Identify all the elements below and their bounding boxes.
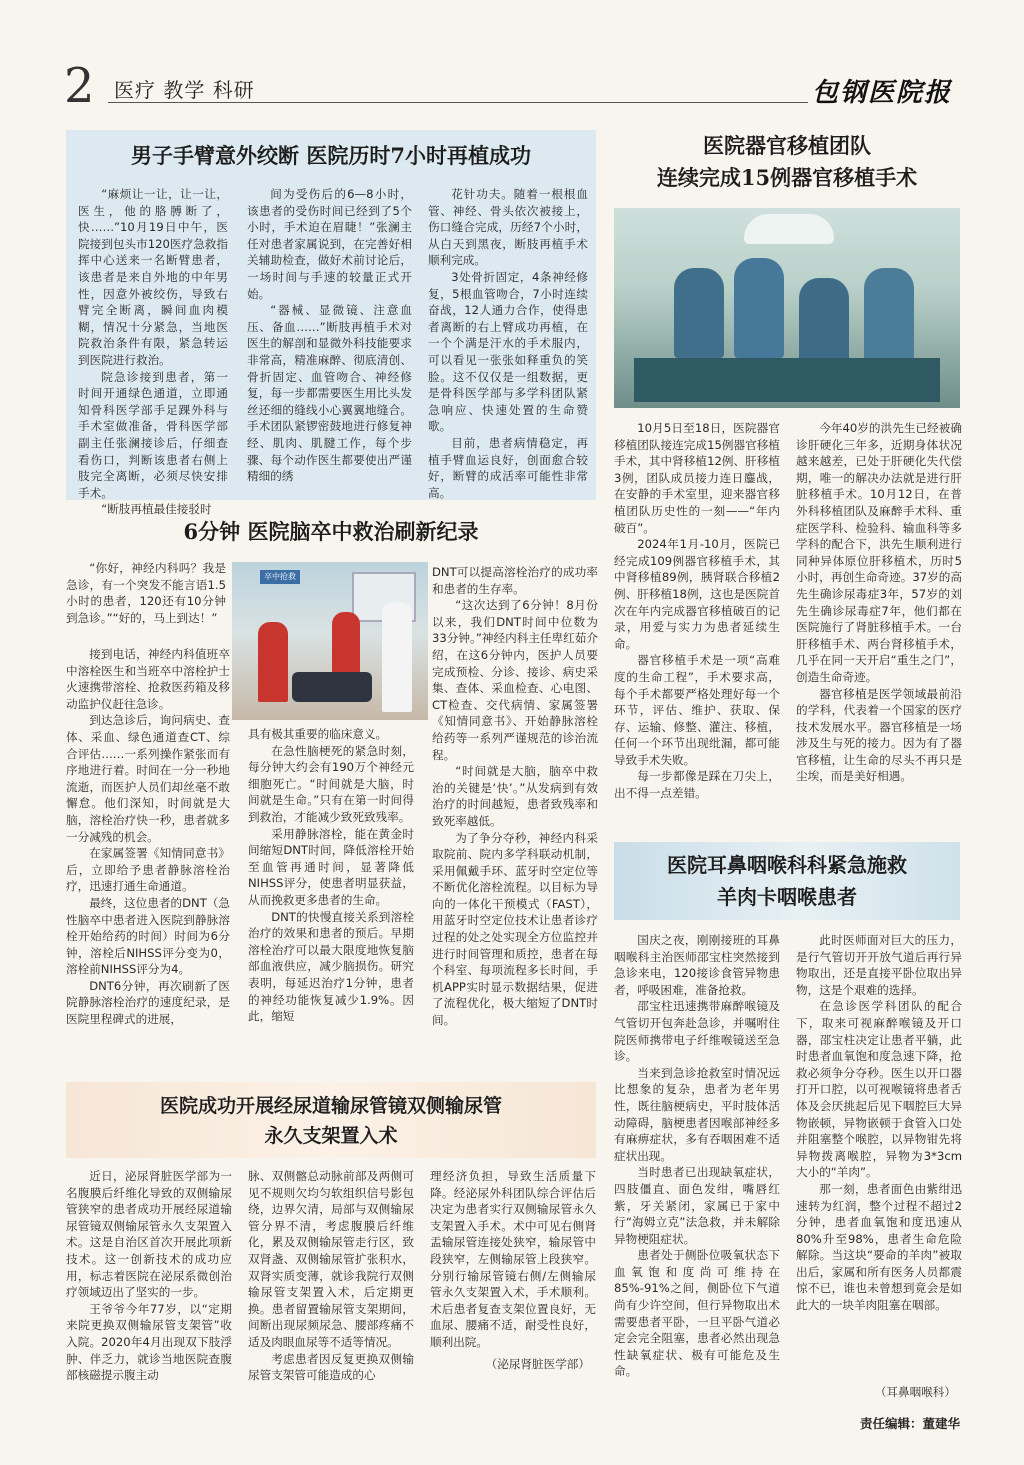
section-title: 医疗 教学 科研 <box>114 78 255 102</box>
paragraph: 此时医师面对巨大的压力，是行气管切开开放气道后再行异物取出，还是直接平卧位取出异物，这是个艰难的选择。 <box>796 933 962 997</box>
article4-col2 <box>796 420 962 830</box>
paragraph: 为了争分夺秒，神经内科采取院前、院内多学科联动机制，采用佩戴手环、蓝牙时空定位等不断优化溶栓流程。以目标为导向的一体化干预模式（FAST），用蓝牙时空定位技术让患者诊疗过程的处之处实现全方位监控并进行时间管理和质控，患者在每个科室、每项流程多长时间，手机APP实时显示数据结果，促进了流程优化，极大缩短了DNT时间。 <box>432 830 598 1028</box>
paragraph: 当时患者已出现缺氧症状，四肢僵直、面色发绀，嘴唇红紫，牙关紧闭，家属已于家中行“海姆立克”法急救，并未解除异物梗阻症状。 <box>614 1165 780 1246</box>
paragraph: 今年40岁的洪先生已经被确诊肝硬化三年多，近期身体状况越来越差，已处于肝硬化失代偿期，唯一的解决办法就是进行肝脏移植手术。10月12日，在普外科移植团队及麻醉手术科、重症医学科、检验科、输血科等多学科的配合下，洪先生顺利进行同种异体原位肝移植术，历时5小时，再创生命奇迹。37岁的高先生确诊尿毒症3年，57岁的刘先生确诊尿毒症7年，他们都在医院施行了肾脏移植手术。一台肝移植手术、两台肾移植手术，几乎在同一天开启“重生之门”，创造生命奇迹。 <box>796 421 962 684</box>
article3-col2 <box>248 1168 414 1408</box>
paragraph: “器械、显微镜、注意血压、备血……”断肢再植手术对医生的解剖和显微外科技能要求非常高，精准麻醉、彻底清创、骨折固定、血管吻合、神经修复，每一步都需要医生用比头发丝还细的缝线小心翼翼地缝合。手术团队紧锣密鼓地进行修复神经、肌肉、肌腱工作，每个步骤、每个动作医生都要使出严谨精细的绣 <box>247 303 412 484</box>
paragraph: 器官移植手术是一项“高难度的生命工程”，手术要求高，每个手术都要严格处理好每一个环节，评估、维护、获取、保存、运输、修整、灌注、移植，任何一个环节出现纰漏，都可能导致手术失败。 <box>614 653 780 767</box>
paragraph: DNT的快慢直接关系到溶栓治疗的效果和患者的预后。早期溶栓治疗可以最大限度地恢复脑部血液供应，减少脑损伤。研究表明，每延迟治疗1分钟，患者的神经功能恢复减少1.9%。因此，缩短 <box>248 909 414 1024</box>
stroke-rescue-photo <box>232 562 428 720</box>
article4-col1 <box>614 420 780 830</box>
article3-col3 <box>430 1168 596 1358</box>
paragraph: “这次达到了6分钟！8月份以来，我们DNT时间中位数为33分钟。”神经内科主任卑红茹介绍，在这6分钟内，医护人员要完成预检、分诊、接诊、病史采集、查体、采血检查、心电图、CT检查、交代病情、家属签署《知情同意书》、开始静脉溶栓给药等一系列严谨规范的诊治流程。 <box>432 598 598 762</box>
article2-col3 <box>432 564 598 1062</box>
paragraph: 那一刻，患者面色由紫绀迅速转为红润，整个过程不超过2分钟，患者血氧饱和度迅速从80%升至98%，患者生命危险解除。当这块“要命的羊肉”被取出后，家属和所有医务人员都震惊不已，谁也未曾想到竟会是如此大的一块羊肉阻塞在咽部。 <box>796 1181 962 1313</box>
paragraph: 当来到急诊抢救室时情况远比想象的复杂，患者为老年男性，既往脑梗病史，平时肢体活动障碍，脑梗患者因喉部神经多有麻痹症状，多有吞咽困难不适症状出现。 <box>614 1065 780 1163</box>
page-number: 2 <box>64 58 95 114</box>
editor-credit: 责任编辑：董建华 <box>859 1416 960 1431</box>
paragraph: 2024年1月-10月，医院已经完成109例器官移植手术，其中肾移植89例，胰肾联合移植2例、肝移植18例，这也是医院首次在年内完成器官移植破百的记录，用爱与实力为患者延续生命。 <box>614 537 780 651</box>
paragraph: 患者处于侧卧位吸氧状态下血氧饱和度尚可维持在85%-91%之间，侧卧位下气道尚有少许空间，但行异物取出术需要患者平卧，一旦平卧气道必定会完全阻塞，患者必然出现急性缺氧症状、极有可能危及生命。 <box>614 1248 780 1379</box>
photo-sign: 卒中抢救 <box>260 570 300 584</box>
paragraph: 具有极其重要的临床意义。 <box>248 727 388 741</box>
photo-instrument-table <box>634 358 940 402</box>
article5-signature: （耳鼻咽喉科） <box>874 1385 956 1399</box>
paragraph: 器官移植是医学领域最前沿的学科，代表着一个国家的医疗技术发展水平。器官移植是一场涉及生与死的接力。因为有了器官移植，让生命的尽头不再只是尘埃，而是美好相遇。 <box>796 686 962 784</box>
article3-signature: （泌尿肾脏医学部） <box>485 1357 590 1371</box>
paragraph: 脉、双侧髂总动脉前部及两侧可见不规则欠均匀软组织信号影包绕，边界欠清，局部与双侧输尿管分界不清，考虑腹膜后纤维化，累及双侧输尿管走行区，致双肾盏、双侧输尿管扩张积水，双肾实质变薄，就诊我院行双侧输尿管支架置入术，后定期更换。患者留置输尿管支架期间，间断出现尿频尿急、腰部疼痛不适及肉眼血尿等不适等情况。 <box>248 1169 414 1349</box>
paragraph: 院急诊接到患者，第一时间开通绿色通道，立即通知骨科医学部手足踝外科与手术室做准备，骨科医学部副主任张澜接诊后，仔细查看伤口，判断该患者右侧上肢完全离断，必须尽快安排手术。 <box>78 369 228 500</box>
paragraph: 最终，这位患者的DNT（急性脑卒中患者进入医院到静脉溶栓开始给药的时间）时间为6分钟，溶栓后NIHSS评分变为0，溶栓前NIHSS评分为4。 <box>66 895 230 977</box>
photo-doctor <box>382 602 412 712</box>
article1-col2 <box>247 186 412 492</box>
article5-title-line1: 医院耳鼻咽喉科科紧急施救 <box>667 853 907 877</box>
article3-title-line1: 医院成功开展经尿道输尿管镜双侧输尿管 <box>159 1095 502 1117</box>
photo-patient <box>292 672 372 702</box>
paragraph: 在急诊医学科团队的配合下，取来可视麻醉喉镜及开口器，邵宝柱决定让患者平躺，此时患者血氧饱和度急速下降，抢救必须争分夺秒。医生以开口器打开口腔，以可视喉镜将患者舌体及会厌挑起后见下咽腔巨大异物嵌顿，异物嵌顿于食管入口处并阻塞整个喉腔，以异物钳先将异物拨离喉腔，异物为3*3cm 大小的“羊肉”。 <box>796 999 962 1180</box>
paragraph: “断肢再植最佳接驳时 <box>101 502 212 517</box>
paragraph: “时间就是大脑，脑卒中救治的关键是‘快’。”从发病到有效治疗的时间越短，患者致残率和致死率越低。 <box>432 764 598 828</box>
paragraph: 在急性脑梗死的紧急时刻，每分钟大约会有190万个神经元细胞死亡。“时间就是大脑，时间就是生命。”只有在第一时间得到救治，才能减少致死致残率。 <box>248 743 414 824</box>
paragraph: 接到电话，神经内科值班卒中溶栓医生和当班卒中溶栓护士火速携带溶栓、抢救医药箱及移动监护仪赶往急诊。 <box>66 647 230 711</box>
paragraph: 理经济负担，导致生活质量下降。经泌尿外科团队综合评估后决定为患者实行双侧输尿管永久支架置入手术。术中可见右侧肾盂输尿管连接处狭窄，输尿管中段狭窄，左侧输尿管上段狭窄。分别行输尿管镜右侧/左侧输尿管永久支架置入术，手术顺利。术后患者复查支架位置良好，无血尿、腰痛不适，耐受性良好，顺利出院。 <box>430 1169 596 1349</box>
article5-col1 <box>614 932 780 1406</box>
photo-surgeon-2 <box>734 258 784 358</box>
article1-col1 <box>78 186 228 517</box>
article2-col2 <box>248 726 414 1062</box>
paragraph: 在家属签署《知情同意书》后，立即给予患者静脉溶栓治疗，迅速打通生命通道。 <box>66 846 230 894</box>
photo-nurse-left <box>258 622 288 702</box>
paragraph: 采用静脉溶栓，能在黄金时间缩短DNT时间，降低溶栓开始至血管再通时间，显著降低NIHSS评分，使患者明显获益，从而挽救更多患者的生命。 <box>248 826 414 907</box>
paragraph: 王爷爷今年77岁，以“定期来院更换双侧输尿管支架管”收入院。2020年4月出现双下肢浮肿、伴乏力，就诊当地医院查腹部核磁提示腹主动 <box>66 1301 232 1383</box>
paragraph: 目前，患者病情稳定，再植手臂血运良好，创面愈合较好，断臂的成活率可能性非常高。 <box>428 435 588 500</box>
header-rule <box>108 102 808 103</box>
photo-surgeon-4 <box>864 268 914 363</box>
paragraph: 每一步都像是踩在刀尖上，出不得一点差错。 <box>614 769 780 801</box>
paragraph: 10月5日至18日，医院器官移植团队接连完成15例器官移植手术，其中肾移植12例、肝移植3例，团队成员接力连日鏖战，在安静的手术室里，迎来器官移植团队历史性的一刻——“年内破百”。 <box>614 421 780 535</box>
photo-surgeon-1 <box>674 268 724 358</box>
paper-name: 包钢医院报 <box>812 78 953 108</box>
paragraph: DNT可以提高溶栓治疗的成功率和患者的生存率。 <box>432 565 598 596</box>
paragraph: 3处骨折固定，4条神经修复，5根血管吻合，7小时连续奋战，12人通力合作，使得患者离断的右上臂成功再植，在一个个满是汗水的手术服内，可以看见一张张如释重负的笑脸。这不仅仅是一组数据，更是骨科医学部与多学科团队紧急响应、快速处置的生命赞歌。 <box>428 269 588 434</box>
paragraph: 间为受伤后的6—8小时，该患者的受伤时间已经到了5个小时，手术迫在眉睫！”张澜主任对患者家属说到，在完善好相关辅助检查，做好术前讨论后，一场时间与手速的较量正式开始。 <box>247 187 412 301</box>
paragraph: “你好，神经内科吗？我是急诊，有一个突发不能言语1.5小时的患者，120还有10分钟到急诊。”“好的，马上到达！” <box>66 561 226 625</box>
article5-col2 <box>796 932 962 1378</box>
transplant-surgery-photo <box>614 208 960 408</box>
photo-lamp <box>744 214 834 244</box>
paragraph: “麻烦让一让，让一让，医生，他的胳膊断了，快……”10月19日中午，医院接到包头市120医疗急救指挥中心送来一名断臂患者，该患者是来自外地的中年男性，因意外被绞伤，导致右臂完全断离，瞬间血肉模糊，情况十分紧急，当地医院救治条件有限，紧急转运到医院进行救治。 <box>78 187 228 367</box>
article3-col1 <box>66 1168 232 1408</box>
article1-col3 <box>428 186 588 500</box>
article5-title-line2: 羊肉卡咽喉患者 <box>717 885 857 909</box>
article4-title-line1: 医院器官移植团队 <box>703 133 871 158</box>
paragraph: DNT6分钟，再次刷新了医院静脉溶栓治疗的速度纪录，是医院里程碑式的进展， <box>66 978 230 1027</box>
article2-title: 6分钟 医院脑卒中救治刷新纪录 <box>183 519 479 544</box>
paragraph: 国庆之夜，刚刚接班的耳鼻咽喉科主治医师邵宝柱突然接到急诊来电，120接诊食管异物患者，呼吸困难，准备抢救。 <box>614 933 780 997</box>
paragraph: 到达急诊后，询问病史、查体、采血、绿色通道查CT、综合评估……一系列操作紧张而有序地进行着。时间在一分一秒地流逝，而医护人员们却丝毫不敢懈怠。他们深知，时间就是大脑，溶栓治疗快一秒，患者就多一分减残的机会。 <box>66 713 230 844</box>
article2-col1-top <box>66 560 226 644</box>
article2-col1 <box>66 646 230 1062</box>
photo-surgeon-3 <box>799 278 849 368</box>
paragraph: 近日，泌尿肾脏医学部为一名腹膜后纤维化导致的双侧输尿管狭窄的患者成功开展经尿道输尿管镜双侧输尿管永久支架置入术。这是自治区首次开展此项新技术。这一创新技术的成功应用，标志着医院在泌尿系微创治疗领域迈出了坚实的一步。 <box>66 1169 232 1300</box>
paragraph: 邵宝柱迅速携带麻醉喉镜及气管切开包奔赴急诊，并嘱咐住院医师携带电子纤维喉镜送至急诊。 <box>614 999 780 1064</box>
article3-title-line2: 永久支架置入术 <box>264 1125 398 1147</box>
paragraph: 考虑患者因反复更换双侧输尿管支架管可能造成的心 <box>248 1351 414 1383</box>
article1-title: 男子手臂意外绞断 医院历时7小时再植成功 <box>131 143 531 168</box>
paragraph: 花针功夫。随着一根根血管、神经、骨头依次被接上，伤口缝合完成，历经7个小时，从白天到黑夜，断肢再植手术顺利完成。 <box>428 187 588 268</box>
article4-title-line2: 连续完成15例器官移植手术 <box>656 165 918 190</box>
